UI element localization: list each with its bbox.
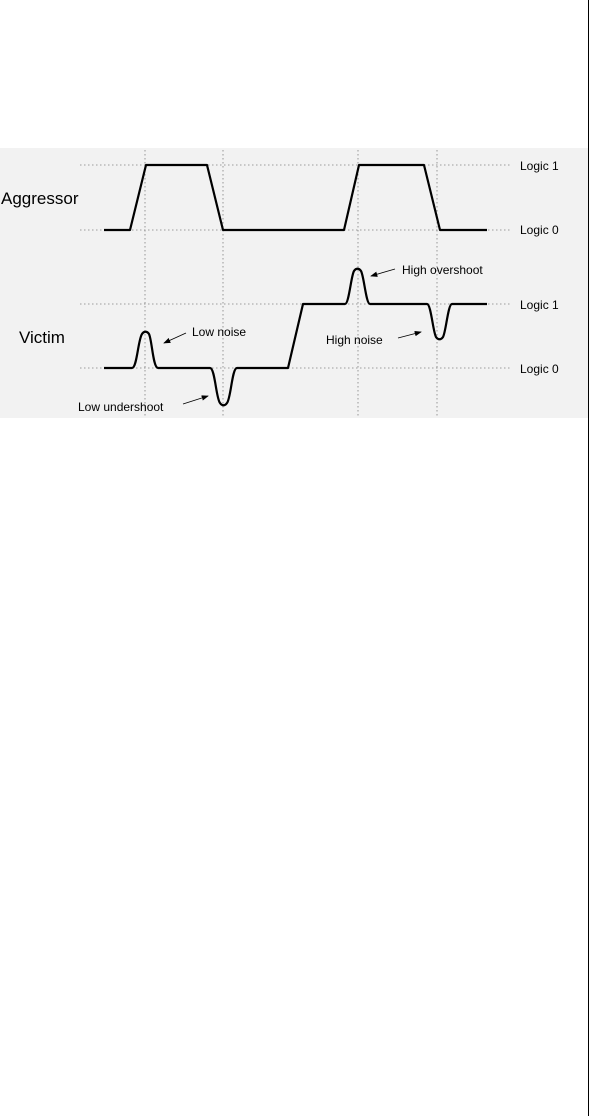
high-overshoot-arrow <box>371 269 395 276</box>
aggressor-logic-1-label: Logic 1 <box>520 159 559 173</box>
transition-guides <box>145 150 437 418</box>
high-noise-label: High noise <box>326 333 383 347</box>
victim-label: Victim <box>19 328 65 347</box>
aggressor-waveform <box>104 165 487 230</box>
victim-waveform <box>104 269 487 406</box>
victim-logic-1-label: Logic 1 <box>520 298 559 312</box>
high-overshoot-label: High overshoot <box>402 263 483 277</box>
aggressor-label: Aggressor <box>1 189 79 208</box>
high-noise-arrow <box>398 332 421 338</box>
low-noise-label: Low noise <box>192 325 247 339</box>
low-undershoot-label: Low undershoot <box>78 400 164 414</box>
victim-logic-0-label: Logic 0 <box>520 362 559 376</box>
low-undershoot-arrow <box>183 396 208 404</box>
aggressor-logic-0-label: Logic 0 <box>520 223 559 237</box>
low-noise-arrow <box>164 333 186 343</box>
right-border-rule <box>588 0 589 1116</box>
